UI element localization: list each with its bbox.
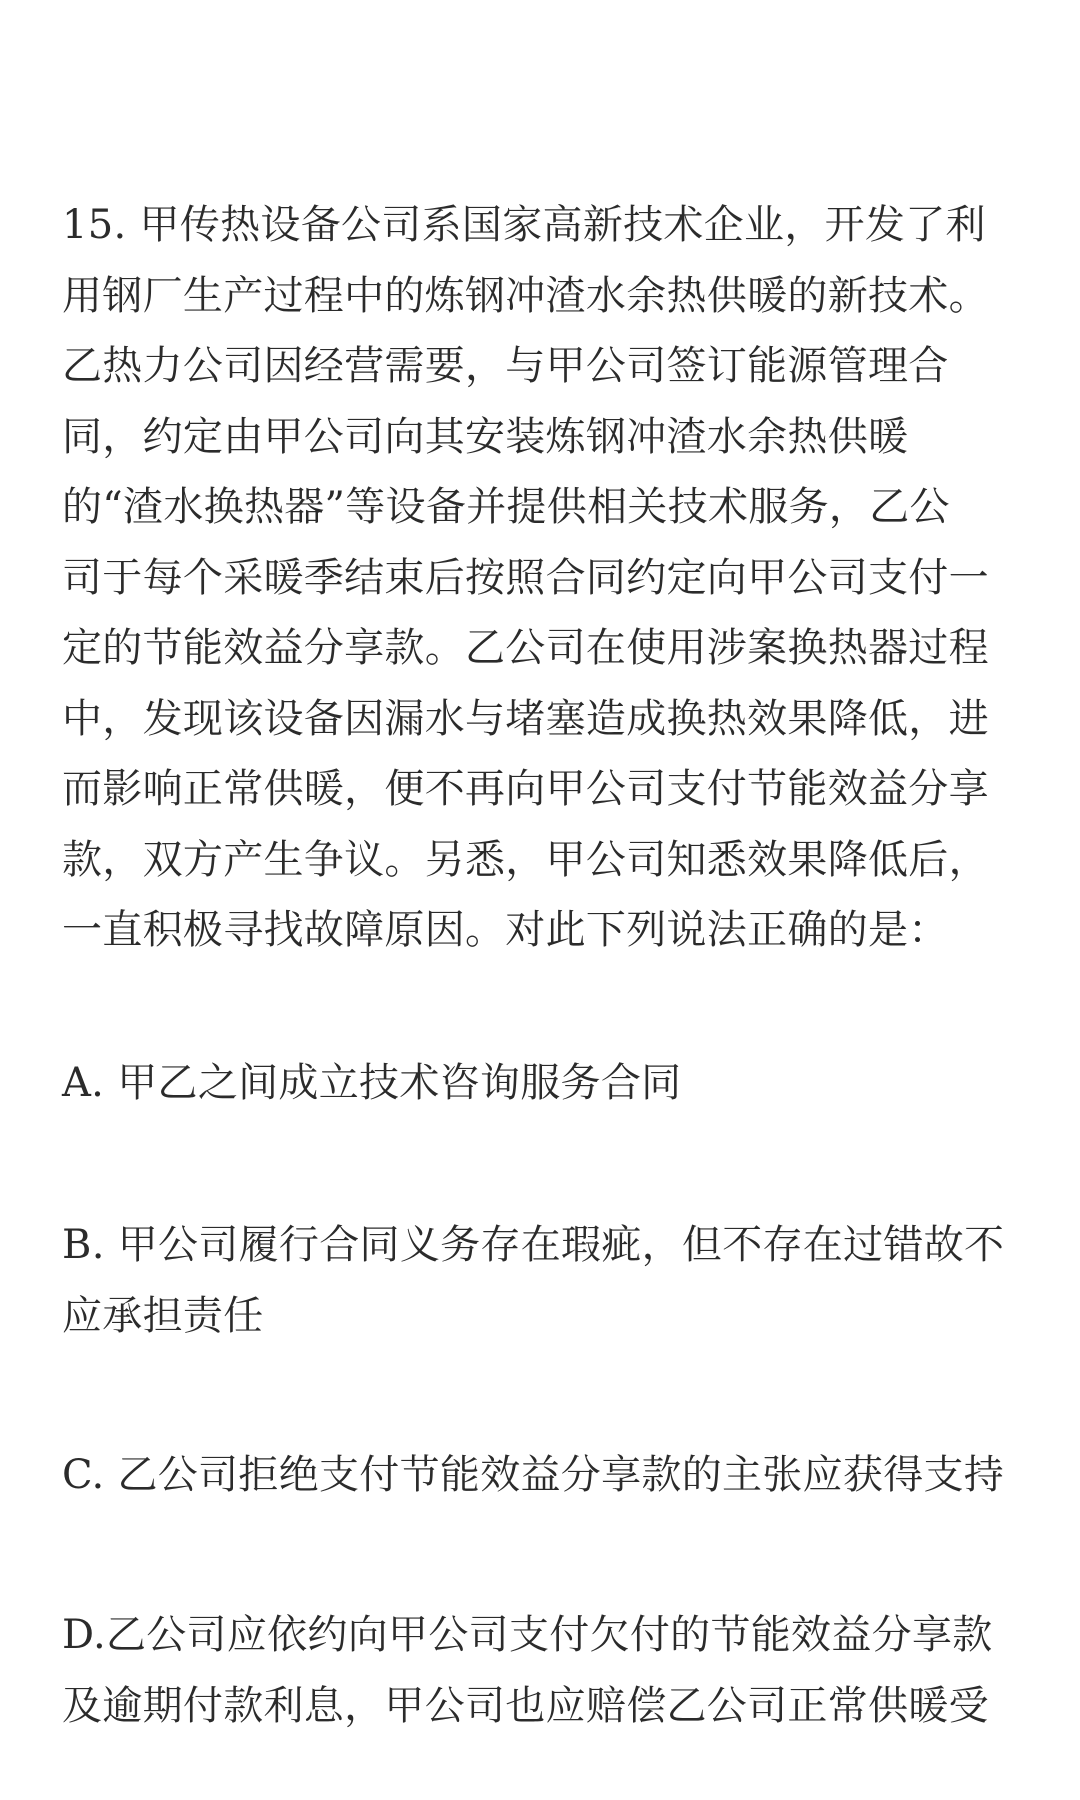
question-line: 用钢厂生产过程中的炼钢冲渣水余热供暖的新技术。 [62, 272, 989, 319]
option-d [62, 1600, 1022, 1741]
option-d-line: D.乙公司应依约向甲公司支付欠付的节能效益分享款 [62, 1612, 993, 1658]
option-c-line: C. 乙公司拒绝支付节能效益分享款的主张应获得支持 [62, 1452, 1005, 1498]
question-line: 一直积极寻找故障原因。对此下列说法正确的是： [62, 907, 949, 953]
question-line: 15. 甲传热设备公司系国家高新技术企业，开发了利 [62, 202, 986, 248]
option-a-line: A. 甲乙之间成立技术咨询服务合同 [62, 1060, 682, 1106]
option-a [62, 1048, 1022, 1119]
option-b-line: 应承担责任 [62, 1292, 264, 1339]
question-line: 定的节能效益分享款。乙公司在使用涉案换热器过程 [62, 625, 989, 671]
question-line: 司于每个采暖季结束后按照合同约定向甲公司支付一 [62, 554, 989, 601]
question-line: 的“渣水换热器”等设备并提供相关技术服务，乙公 [62, 484, 950, 530]
option-c [62, 1440, 1022, 1511]
option-b [62, 1210, 1022, 1351]
question-stem [62, 190, 1022, 966]
question-line: 乙热力公司因经营需要，与甲公司签订能源管理合 [62, 343, 949, 389]
question-line: 同，约定由甲公司向其安装炼钢冲渣水余热供暖 [62, 413, 909, 460]
option-d-line: 及逾期付款利息，甲公司也应赔偿乙公司正常供暖受 [62, 1682, 989, 1729]
question-line: 中，发现该设备因漏水与堵塞造成换热效果降低，进 [62, 695, 989, 742]
option-b-line: B. 甲公司履行合同义务存在瑕疵，但不存在过错故不 [62, 1222, 1005, 1268]
question-line: 而影响正常供暖，便不再向甲公司支付节能效益分享 [62, 766, 989, 812]
question-line: 款，双方产生争议。另悉，甲公司知悉效果降低后， [62, 836, 989, 883]
